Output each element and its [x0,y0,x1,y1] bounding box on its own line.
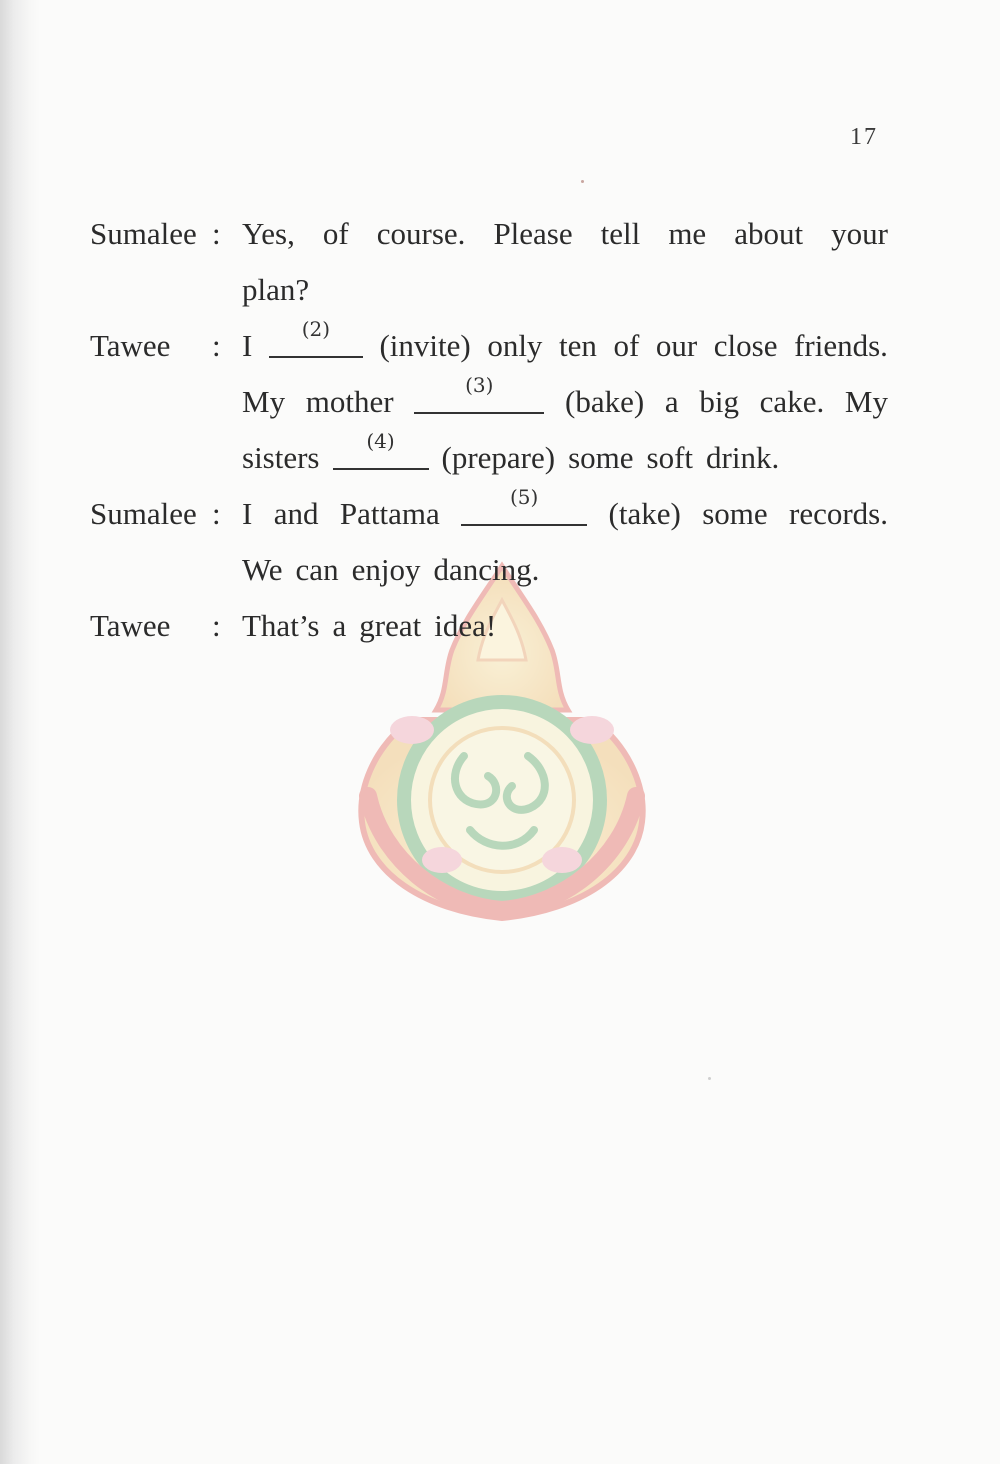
dialogue-turn [90,206,888,318]
speaker-colon: : [212,216,221,251]
speaker-name: Sumalee [90,496,197,531]
word: (bake) [565,384,645,419]
word: dancing. [433,552,540,587]
scan-gutter-shadow [0,0,40,1464]
speaker-colon: : [212,608,221,643]
answer-blank [333,430,429,470]
word: can [295,552,339,587]
text-line [242,318,888,374]
blank-number: (3) [465,373,494,397]
word: tell [600,216,641,251]
text-line [242,262,888,318]
dialogue-turn [90,486,888,598]
word: ten [559,328,597,363]
speaker-name: Tawee [90,328,171,363]
text-line [242,542,888,598]
word: I [242,496,253,531]
word: big [699,384,739,419]
speech-text [242,318,888,486]
speaker-name: Tawee [90,608,171,643]
word: me [668,216,707,251]
word: That’s [242,608,320,643]
word: Pattama [339,496,440,531]
word: drink. [706,440,780,475]
text-line [242,598,888,654]
text-line [242,206,888,262]
word: enjoy [351,552,421,587]
text-line [242,374,888,430]
word: and [273,496,319,531]
dialogue-turn [90,318,888,486]
word: My [844,384,888,419]
word: My [242,384,286,419]
answer-blank [414,374,544,414]
page-number: 17 [850,124,878,150]
word: some [702,496,768,531]
word: a [332,608,347,643]
word: great [359,608,422,643]
word: only [487,328,543,363]
word: plan? [242,272,310,307]
word: a [664,384,679,419]
blank-number: (2) [301,317,331,341]
speaker-colon: : [212,496,221,531]
speech-text [242,598,888,654]
word: cake. [759,384,825,419]
word: records. [789,496,888,531]
word: of [322,216,349,251]
word: soft [646,440,694,475]
word: We [242,552,283,587]
text-line [242,486,888,542]
dialogue-turn [90,598,888,654]
word: (invite) [379,328,471,363]
speech-text [242,206,888,318]
dialogue [90,206,888,654]
speech-text [242,486,888,598]
word: close [713,328,778,363]
word: your [831,216,888,251]
blank-number: (5) [509,485,539,509]
word: Please [493,216,573,251]
word: about [734,216,804,251]
speaker-colon: : [212,328,221,363]
word: sisters [242,440,320,475]
text-line [242,430,888,486]
answer-blank [461,486,587,526]
word: Yes, [242,216,295,251]
scan-speck [708,1077,711,1080]
word: our [655,328,698,363]
answer-blank [269,318,363,358]
word: course. [376,216,466,251]
word: I [242,328,253,363]
blank-number: (4) [366,429,395,453]
speaker-name: Sumalee [90,216,197,251]
word: of [613,328,640,363]
scan-speck [581,180,584,183]
word: mother [305,384,394,419]
word: friends. [794,328,888,363]
word: some [568,440,634,475]
word: (prepare) [441,440,556,475]
word: (take) [608,496,681,531]
word: idea! [434,608,497,643]
